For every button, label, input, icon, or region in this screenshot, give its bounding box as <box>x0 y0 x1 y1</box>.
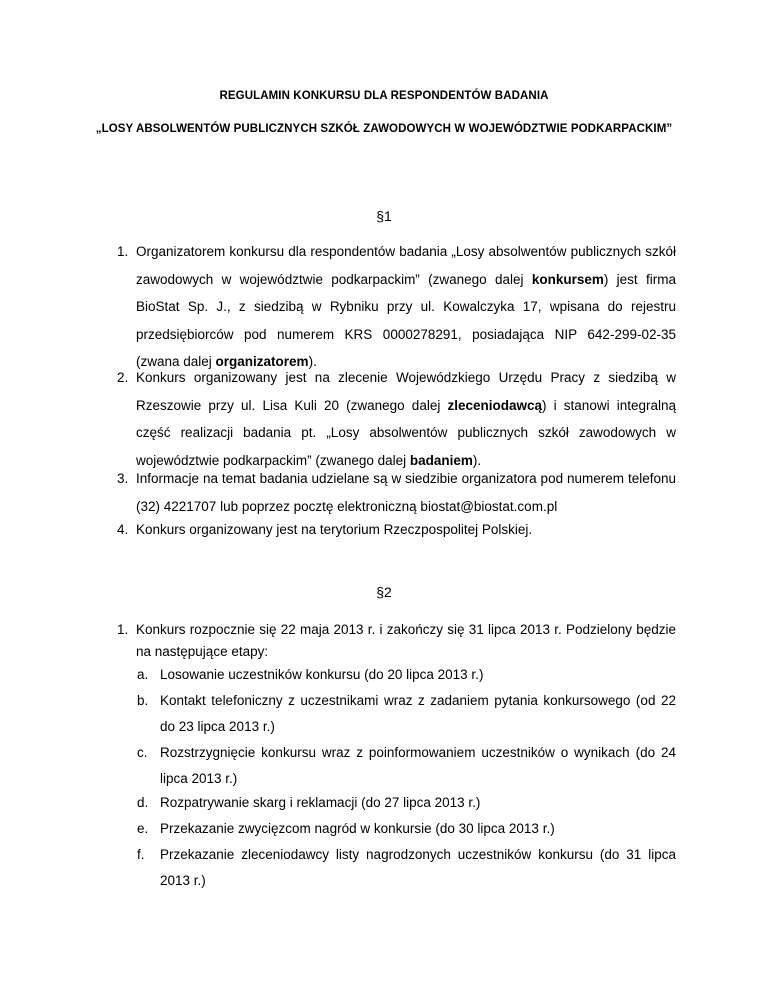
sub-item-text: Rozpatrywanie skarg i reklamacji (do 27 lipca 2013 r.) <box>160 795 481 810</box>
item-number: 1. <box>117 622 129 637</box>
sub-item-letter: b. <box>137 693 149 708</box>
sub-item-text: Kontakt telefoniczny z uczestnikami wraz z zadaniem pytania konkursowego (od 22 do 23 lipca 2013 r.) <box>160 693 676 734</box>
item-text: Konkurs organizowany jest na zlecenie Wojewódzkiego Urzędu Pracy z siedzibą w Rzeszowie przy ul. Lisa Kuli 20 (zwanego dalej zleceniodawcą) i stanowi integralną część realizacji badania pt. „Losy absolwentów publicznych szkół zawodowych w województwie podkarpackim” (zwanego dalej badaniem). <box>136 370 676 468</box>
sub-item-letter: a. <box>137 667 149 682</box>
sub-item-text: Przekazanie zleceniodawcy listy nagrodzonych uczestników konkursu (do 31 lipca 2013 r.) <box>160 847 676 888</box>
item-text: Organizatorem konkursu dla respondentów badania „Losy absolwentów publicznych szkół zawodowych w województwie podkarpackim” (zwanego dalej konkursem) jest firma BioStat Sp. J., z siedzibą w Rybniku przy ul. Kowalczyka 17, wpisana do rejestru przedsiębiorców pod numerem KRS 0000278291, posiadająca NIP 642-299-02-35 (zwana dalej organizatorem). <box>136 244 676 369</box>
section-heading-1: §1 <box>376 208 392 224</box>
item-text: Konkurs organizowany jest na terytorium Rzeczpospolitej Polskiej. <box>136 522 533 537</box>
sub-item-letter: d. <box>137 795 149 810</box>
item-number: 4. <box>117 522 129 537</box>
bold-term: organizatorem <box>215 354 309 369</box>
item-text: Informacje na temat badania udzielane są w siedzibie organizatora pod numerem telefonu (32) 4221707 lub poprzez pocztę elektroniczną biostat@biostat.com.pl <box>136 471 676 514</box>
sub-item-letter: c. <box>137 745 148 760</box>
item-number: 1. <box>117 244 129 259</box>
item-number: 3. <box>117 471 129 486</box>
item-number: 2. <box>117 370 129 385</box>
sub-item-letter: f. <box>137 847 145 862</box>
sub-item-text: Rozstrzygnięcie konkursu wraz z poinformowaniem uczestników o wynikach (do 24 lipca 2013 r.) <box>160 745 676 786</box>
bold-term: konkursem <box>531 271 604 287</box>
bold-term: zleceniodawcą <box>447 397 543 413</box>
document-subtitle: „LOSY ABSOLWENTÓW PUBLICZNYCH SZKÓŁ ZAWODOWYCH W WOJEWÓDZTWIE PODKARPACKIM” <box>95 123 673 135</box>
sub-item-letter: e. <box>137 821 149 836</box>
document-title: REGULAMIN KONKURSU DLA RESPONDENTÓW BADANIA <box>219 90 549 102</box>
section-heading-2: §2 <box>376 584 392 600</box>
item-text: Konkurs rozpocznie się 22 maja 2013 r. i zakończy się 31 lipca 2013 r. Podzielony będzie na następujące etapy: <box>136 622 676 659</box>
sub-item-text: Losowanie uczestników konkursu (do 20 lipca 2013 r.) <box>160 667 484 682</box>
bold-term: badaniem <box>409 452 473 468</box>
sub-item-text: Przekazanie zwycięzcom nagród w konkursie (do 30 lipca 2013 r.) <box>160 821 555 836</box>
